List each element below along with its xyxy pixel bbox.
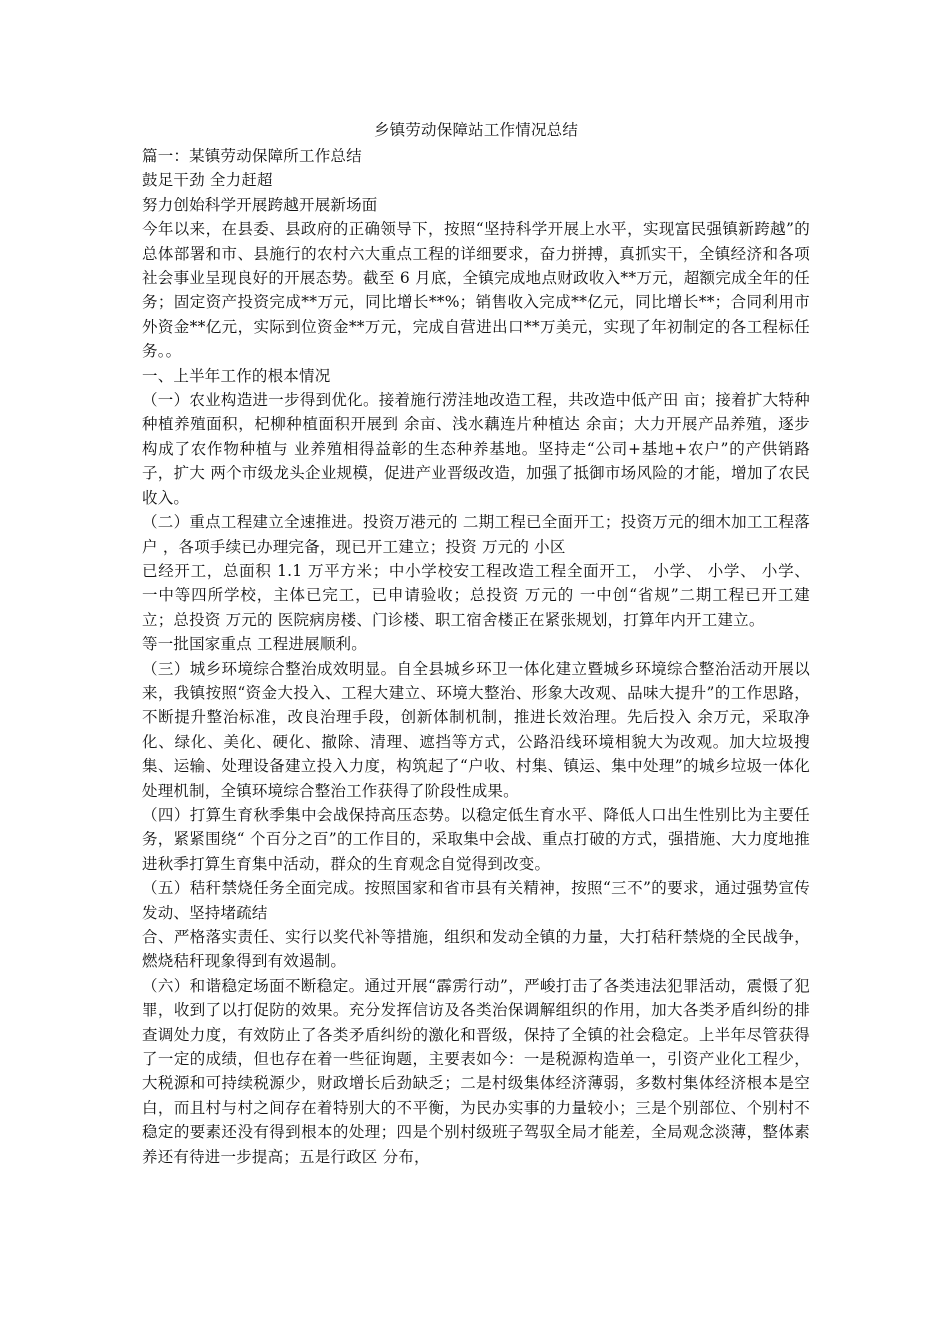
paragraph-key-projects-cont: 已经开工，总面积 1.1 万平方米；中小学校安工程改造工程全面开工， 小学、 小学、 小学、 一中等四所学校，主体已完工，已申请验收；总投资 万元的 一中创“省规”二期工程已开工建立；总投资 万元的 医院病房楼、门诊楼、职工宿舍楼正在紧张规划，打算年内开工建立。 [142,561,810,629]
paragraph-slogan-1: 鼓足干劲 全力赶超 [142,171,273,190]
paragraph-environment: （三）城乡环境综合整治成效明显。自全县城乡环卫一体化建立暨城乡环境综合整治活动开展以来，我镇按照“资金大投入、工程大建立、环境大整治、形象大改观、品味大提升”的工作思路，不断提升整治标准，改良治理手段，创新体制机制，推进长效治理。先后投入 余万元，采取净化、绿化、美化、硬化、撤除、清理、遮挡等方式，公路沿线环境相貌大为改观。加大垃圾搜集、运输、处理设备建立投入力度，构筑起了“户收、村集、镇运、集中处理”的城乡垃圾一体化处理机制，全镇环境综合整治工作获得了阶段性成果。 [142,659,810,800]
paragraph-family-planning: （四）打算生育秋季集中会战保持高压态势。以稳定低生育水平、降低人口出生性别比为主要任务，紧紧围绕“ 个百分之百”的工作目的，采取集中会战、重点打破的方式，强措施、大力度地推进秋季打算生育集中活动，群众的生育观念自觉得到改变。 [142,805,810,873]
paragraph-intro: 今年以来，在县委、县政府的正确领导下，按照“坚持科学开展上水平，实现富民强镇新跨越”的总体部署和市、县施行的农村六大重点工程的详细要求，奋力拼搏，真抓实干，全镇经济和各项社会事业呈现良好的开展态势。截至 6 月底，全镇完成地点财政收入**万元，超额完成全年的任务；固定资产投资完成**万元，同比增长**%；销售收入完成**亿元，同比增长**；合同利用市外资金**亿元，实际到位资金**万元，完成自营进出口**万美元，实现了年初制定的各工程标任务。。 [142,220,810,361]
document-page [142,118,810,1169]
paragraph-stability: （六）和谐稳定场面不断稳定。通过开展“霹雳行动”，严峻打击了各类违法犯罪活动，震慑了犯罪，收到了以打促防的效果。充分发挥信访及各类治保调解组织的作用，加大各类矛盾纠纷的排查调处力度，有效防止了各类矛盾纠纷的激化和晋级，保持了全镇的社会稳定。上半年尽管获得了一定的成绩，但也存在着一些征询题，主要表如今：一是税源构造单一，引资产业化工程少，大税源和可持续税源少，财政增长后劲缺乏；二是村级集体经济薄弱，多数村集体经济根本是空白，而且村与村之间存在着特别大的不平衡，为民办实事的力量较小；三是个别部位、个别村不稳定的要素还没有得到根本的处理；四是个别村级班子驾驭全局才能差，全局观念淡薄，整体素养还有待进一步提高；五是行政区 分布， [142,976,810,1166]
paragraph-slogan-2: 努力创始科学开展跨越开展新场面 [142,195,378,214]
document-title: 乡镇劳动保障站工作情况总结 [373,121,579,139]
paragraph-straw-burning: （五）秸秆禁烧任务全面完成。按照国家和省市县有关精神，按照“三不”的要求，通过强势宣传发动、坚持堵疏结 [142,879,810,922]
paragraph-section-heading: 篇一：某镇劳动保障所工作总结 [142,147,362,165]
paragraph-national-projects: 等一批国家重点 工程进展顺利。 [142,635,367,654]
paragraph-straw-burning-cont: 合、严格落实责任、实行以奖代补等措施，组织和发动全镇的力量，大打秸秆禁烧的全民战争，燃烧秸秆现象得到有效遏制。 [142,928,810,971]
paragraph-heading-1: 一、上半年工作的根本情况 [142,366,331,385]
paragraph-key-projects: （二）重点工程建立全速推进。投资万港元的 二期工程已全面开工；投资万元的细木加工工程落户 ，各项手续已办理完备，现已开工建立；投资 万元的 小区 [142,513,810,556]
paragraph-agriculture: （一）农业构造进一步得到优化。接着施行涝洼地改造工程，共改造中低产田 亩；接着扩大特种种植养殖面积，杞柳种植面积开展到 余亩、浅水藕连片种植达 余亩；大力开展产品养殖，逐步构成了农作物种植与 业养殖相得益彰的生态种养基地。坚持走“公司+基地+农户”的产供销路子，扩大 两个市级龙头企业规模，促进产业晋级改造，加强了抵御市场风险的才能，增加了农民收入。 [142,391,810,507]
